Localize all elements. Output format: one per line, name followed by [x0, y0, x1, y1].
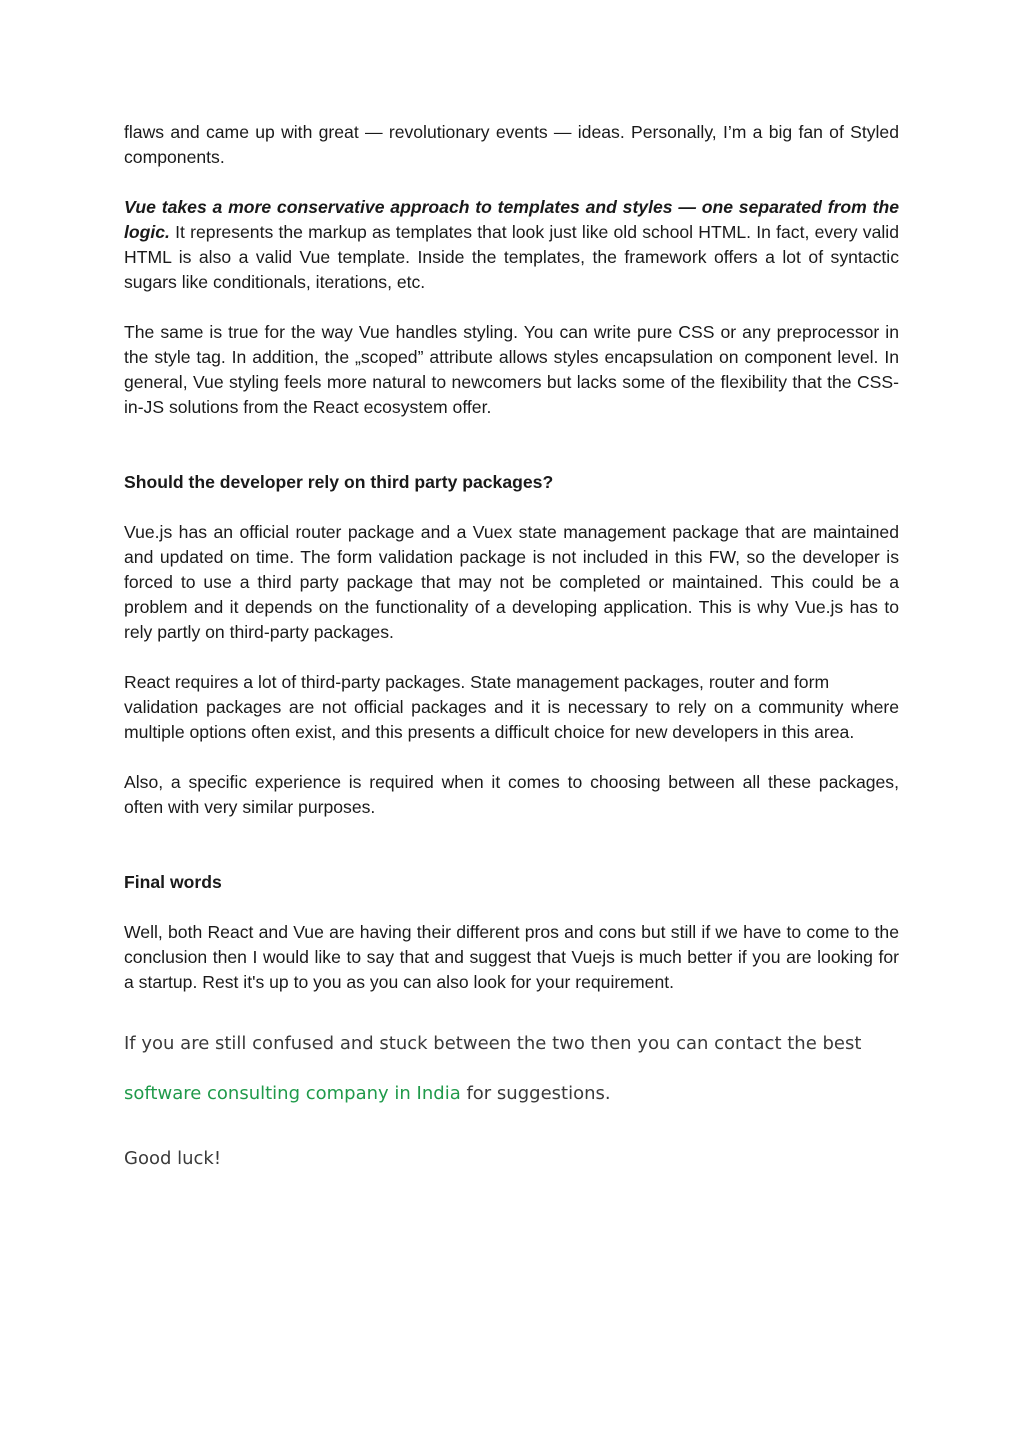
- paragraph-vue-styling: The same is true for the way Vue handles styling. You can write pure CSS or any preprocessor in the style tag. In addition, the „scoped” attribute allows styles encapsulation on component level. In general, Vue styling feels more natural to newcomers but lacks some of the flexibility that the CSS-in-JS solutions from the React ecosystem offer.: [124, 322, 899, 417]
- paragraph-vue-packages: Vue.js has an official router package and a Vuex state management package that are maintained and updated on time. The form validation package is not included in this FW, so the developer is forced to use a third party package that may not be completed or maintained. This could be a problem and it depends on the functionality of a developing application. This is why Vue.js has to rely partly on third-party packages.: [124, 522, 899, 642]
- section-heading-third-party: Should the developer rely on third party packages?: [124, 472, 554, 492]
- closing-line: If you are still confused and stuck between the two then you can contact the best: [124, 1033, 862, 1054]
- sign-off: Good luck!: [124, 1148, 222, 1169]
- closing-suffix: for suggestions.: [460, 1083, 611, 1104]
- paragraph-conclusion: Well, both React and Vue are having their different pros and cons but still if we have to come to the conclusion then I would like to say that and suggest that Vuejs is much better if you are looking for a startup. Rest it's up to you as you can also look for your requirement.: [124, 922, 899, 992]
- paragraph-vue-templates: [124, 195, 899, 295]
- document-page: [124, 120, 899, 1171]
- consulting-company-link[interactable]: software consulting company in India: [124, 1083, 461, 1104]
- paragraph-text: It represents the markup as templates that look just like old school HTML. In fact, every valid HTML is also a valid Vue template. Inside the templates, the framework offers a lot of syntactic sugars like conditionals, iterations, etc.: [124, 222, 899, 292]
- section-heading-final-words: Final words: [124, 872, 222, 892]
- paragraph-text: validation packages are not official packages and it is necessary to rely on a community where multiple options often exist, and this presents a difficult choice for new developers in this area.: [124, 697, 899, 742]
- paragraph-react-packages: [124, 670, 899, 745]
- closing-link-line: [124, 1081, 899, 1106]
- paragraph-intro: flaws and came up with great — revolutionary events — ideas. Personally, I’m a big fan of Styled components.: [124, 122, 899, 167]
- emphasis-lead: Vue takes a more conservative approach to templates and styles — one separated from the logic.: [124, 197, 899, 242]
- paragraph-experience: Also, a specific experience is required when it comes to choosing between all these packages, often with very similar purposes.: [124, 772, 899, 817]
- paragraph-first-line: React requires a lot of third-party packages. State management packages, router and form: [124, 672, 830, 692]
